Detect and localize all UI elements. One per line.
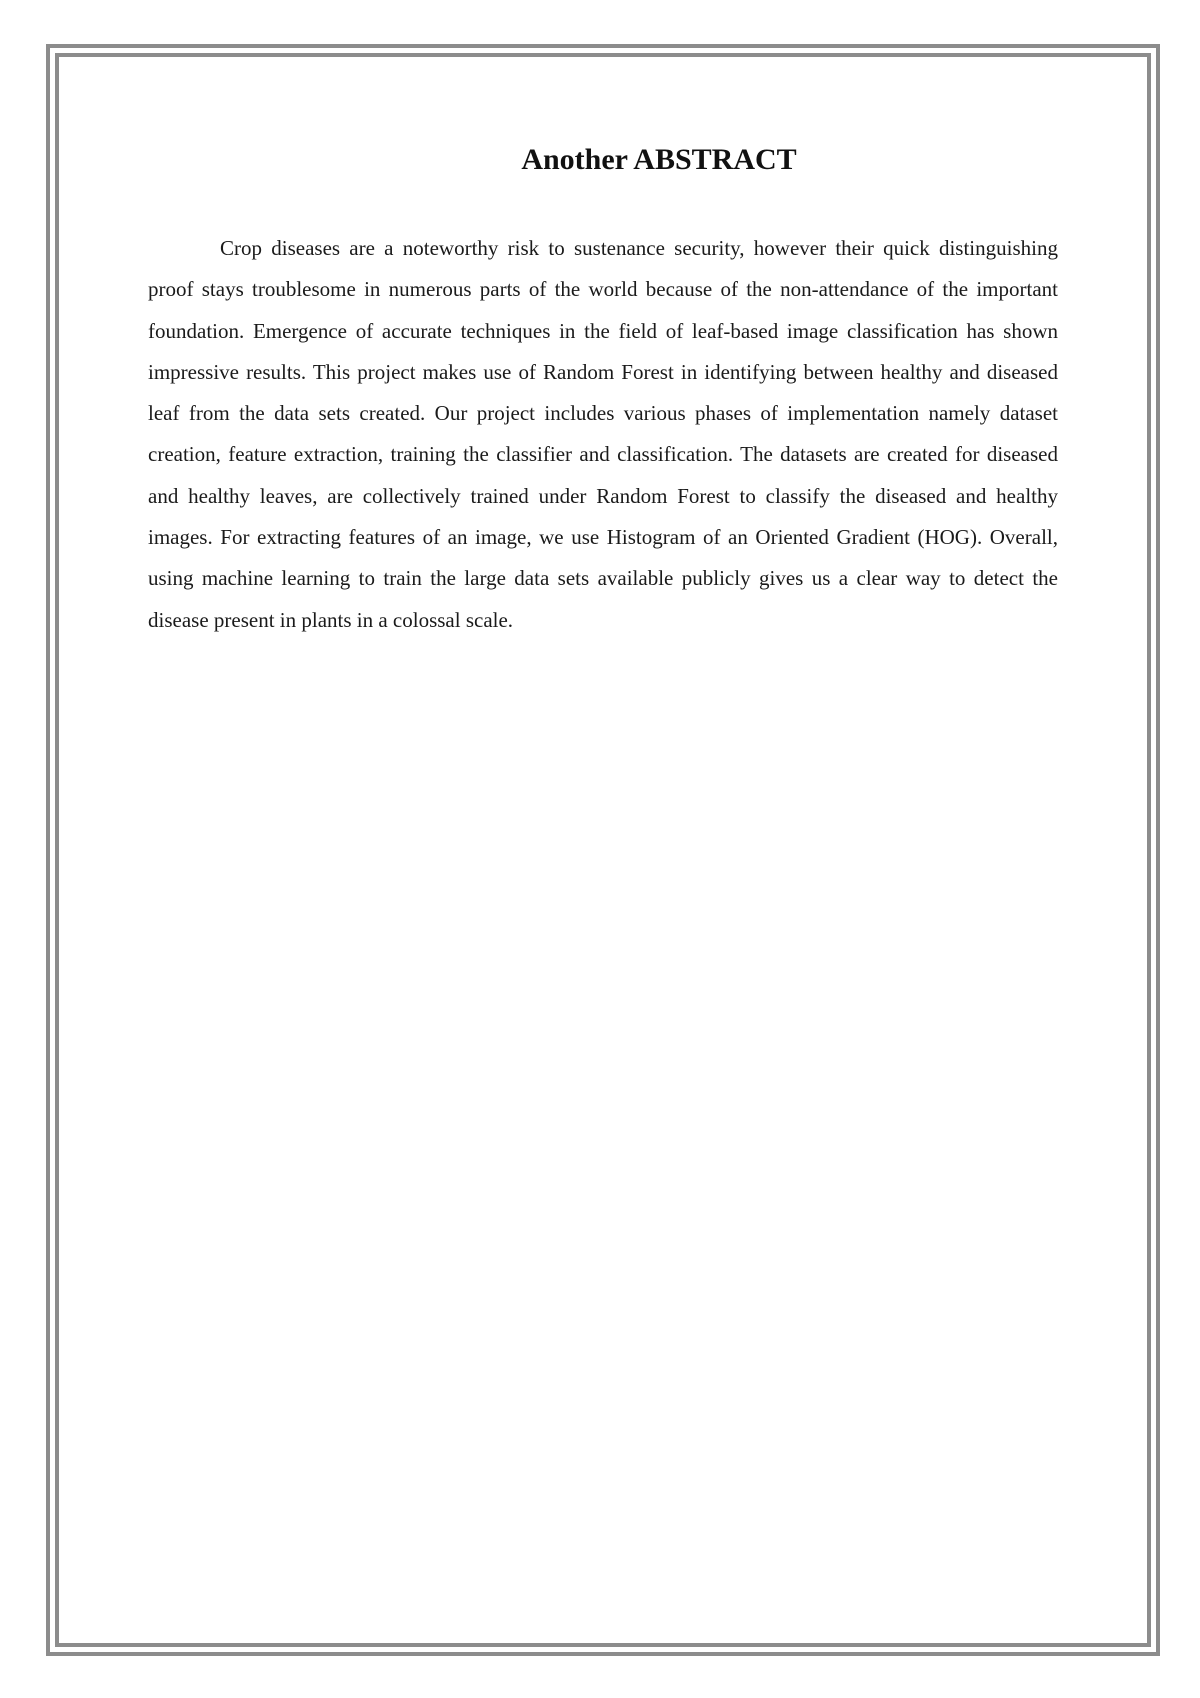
abstract-paragraph: Crop diseases are a noteworthy risk to sustenance security, however their quick distinguishing proof stays troublesome in numerous parts of the world because of the non-attendance of the important foundation. Emergence of accurate techniques in the field of leaf-based image classification has shown impressive results. This project makes use of Random Forest in identifying between healthy and diseased leaf from the data sets created. Our project includes various phases of implementation namely dataset creation, feature extraction, training the classifier and classification. The datasets are created for diseased and healthy leaves, are collectively trained under Random Forest to classify the diseased and healthy images. For extracting features of an image, we use Histogram of an Oriented Gradient (HOG). Overall, using machine learning to train the large data sets available publicly gives us a clear way to detect the disease present in plants in a colossal scale. — [148, 236, 1058, 632]
abstract-title: Another ABSTRACT — [521, 143, 797, 176]
